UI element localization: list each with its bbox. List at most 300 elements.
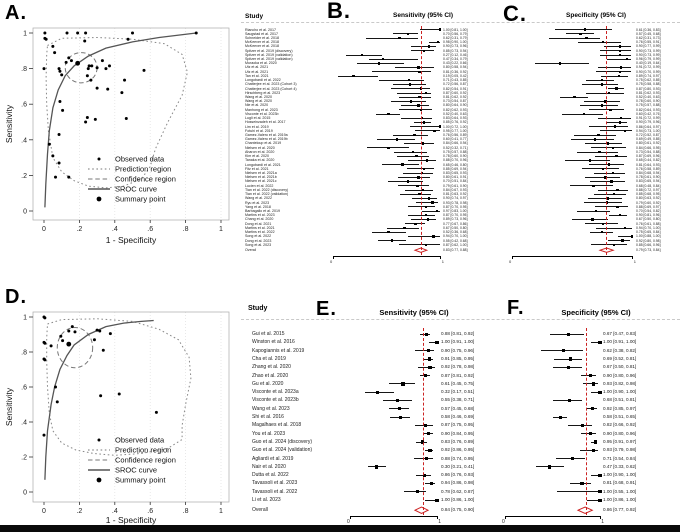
ci-value: 0.90 [0.74, 0.97] xyxy=(443,196,468,201)
ci-value: 0.67 [0.50, 0.80] xyxy=(636,217,661,222)
ci-value: 0.90 [0.81, 0.96] xyxy=(636,213,661,218)
panel-label-b: B. xyxy=(327,0,351,23)
svg-text:Confidence region: Confidence region xyxy=(115,174,176,184)
estimate-marker xyxy=(399,416,402,419)
svg-text:Summary point: Summary point xyxy=(115,194,166,204)
forest-study-name: Guo et al. 2024 (discovery) xyxy=(252,438,313,445)
estimate-marker xyxy=(598,391,601,394)
estimate-marker xyxy=(592,382,595,385)
ci-value: 0.90 [0.75, 0.96] xyxy=(441,347,475,353)
ci-value: 0.83 [0.65, 0.93] xyxy=(443,170,468,175)
forest-study-name: Dutta et al. 2022 xyxy=(252,472,289,479)
ci-value: 0.52 [0.36, 0.68] xyxy=(443,230,468,235)
svg-text:Prediction region: Prediction region xyxy=(115,164,172,174)
forest-study-name: Chanteloup et al. 2019 xyxy=(245,141,282,146)
ci-value: 0.95 [0.77, 1.00] xyxy=(443,128,468,133)
forest-study-name: Lucien et al. 2022 xyxy=(245,183,274,188)
estimate-marker xyxy=(430,482,433,485)
ci-value: 0.40 [0.19, 0.64] xyxy=(636,61,661,66)
svg-text:.6: .6 xyxy=(21,384,27,392)
forest-study-name: Martins et al. 2021 xyxy=(245,225,275,230)
ci-value: 0.87 [0.81, 0.92] xyxy=(441,372,475,378)
forest-study-name: Zhao et al. 2020 xyxy=(252,372,289,379)
ci-value: 0.86 [0.76, 0.93] xyxy=(441,472,475,478)
ci-value: 0.68 [0.51, 0.81] xyxy=(603,397,637,403)
estimate-marker xyxy=(375,465,378,468)
svg-text:.8: .8 xyxy=(21,66,27,74)
forest-study-name: McKeever et al. 2018 xyxy=(245,40,279,45)
ci-value: 0.87 [0.80, 0.93] xyxy=(636,86,661,91)
ci-value: 0.80 [0.61, 0.92] xyxy=(636,141,661,146)
ci-value: 0.83 [0.65, 0.94] xyxy=(636,179,661,184)
svg-text:.8: .8 xyxy=(182,226,189,233)
forest-axis-tick-label: 1 xyxy=(441,259,444,264)
ci-value: 0.65 [0.44, 0.82] xyxy=(636,158,661,163)
ci-value: 0.57 [0.45, 0.68] xyxy=(441,405,475,411)
forest-study-name: Longobardi et al. 2022 xyxy=(245,78,281,83)
ci-value: 1.00 [0.81, 1.00] xyxy=(443,27,468,32)
ci-value: 0.81 [0.64, 0.93] xyxy=(636,162,661,167)
ci-value: 0.73 [0.54, 0.87] xyxy=(443,99,468,104)
ci-value: 0.75 [0.57, 0.88] xyxy=(636,103,661,108)
ci-value: 0.94 [0.86, 0.98] xyxy=(441,480,475,486)
ci-value: 0.70 [0.56, 0.79] xyxy=(443,31,468,36)
ci-value: 0.94 [0.70, 1.00] xyxy=(443,234,468,239)
ci-value: 0.97 [0.83, 1.00] xyxy=(443,208,468,213)
forest-study-name: Tavassoli et al. 2023 xyxy=(252,480,298,487)
ci-value: 0.62 [0.38, 0.82] xyxy=(603,347,637,353)
forest-study-name: Dong et al. 2023 xyxy=(245,238,272,243)
ci-value: 0.62 [0.31, 0.79] xyxy=(443,35,468,40)
ci-value: 0.90 [0.73, 0.99] xyxy=(636,52,661,57)
ci-value: 0.69 [0.52, 0.81] xyxy=(603,355,637,361)
ci-value: 1.00 [0.88, 1.00] xyxy=(636,234,661,239)
ci-value: 0.61 [0.45, 0.75] xyxy=(441,380,475,386)
forest-study-name: Nair et al. 2020 xyxy=(252,463,286,470)
ci-value: 0.86 [0.77, 0.92] xyxy=(603,507,637,513)
forest-study-name: Song et al. 2023 xyxy=(245,242,272,247)
ci-value: 1.00 [0.72, 1.00] xyxy=(443,124,468,129)
estimate-marker xyxy=(425,333,428,336)
ci-value: 0.30 [0.21, 0.41] xyxy=(441,463,475,469)
estimate-marker xyxy=(396,399,399,402)
ci-value: 0.58 [0.46, 0.69] xyxy=(441,414,475,419)
ci-value: 0.87 [0.60, 0.92] xyxy=(443,90,468,95)
forest-study-name: Kim et al. 2020 xyxy=(245,154,269,159)
svg-text:.6: .6 xyxy=(147,226,154,233)
ci-value: 0.82 [0.62, 0.93] xyxy=(443,107,468,112)
ci-value: 1.00 [0.90, 1.00] xyxy=(603,389,637,395)
ci-value: 0.87 [0.70, 0.95] xyxy=(443,213,468,218)
ci-value: 0.84 [0.67, 0.93] xyxy=(443,187,468,192)
ci-value: 0.67 [0.50, 0.81] xyxy=(603,364,637,370)
sensitivity-header-bottom: Sensitivity (95% CI) xyxy=(379,308,449,317)
ci-value: 0.90 [0.80, 0.96] xyxy=(603,372,637,378)
ci-value: 0.81 [0.68, 0.91] xyxy=(603,480,637,486)
ci-value: 0.94 [0.73, 1.00] xyxy=(636,128,661,133)
y-axis-label: Sensitivity xyxy=(4,387,14,427)
ci-value: 0.93 [0.82, 0.98] xyxy=(603,380,637,386)
ci-value: 0.87 [0.69, 0.96] xyxy=(636,154,661,159)
ci-value: 0.77 [0.67, 0.86] xyxy=(443,221,468,226)
ci-value: 0.68 [0.48, 0.84] xyxy=(636,183,661,188)
estimate-marker xyxy=(562,349,565,352)
forest-study-name: Hirschberg et al. 2023 xyxy=(245,90,281,95)
svg-text:.6: .6 xyxy=(21,101,27,109)
forest-study-name: Visconte et al. 2023b xyxy=(245,111,279,116)
ci-value: 0.88 [0.70, 0.96] xyxy=(443,158,468,163)
estimate-marker xyxy=(559,416,562,419)
forest-study-name: Aharon et al. 2020 xyxy=(245,149,275,154)
forest-study-name: Fitz et al. 2021 xyxy=(245,166,269,171)
ci-value: 0.65 [0.46, 0.80] xyxy=(443,162,468,167)
estimate-marker xyxy=(428,366,431,369)
estimate-marker xyxy=(424,424,427,427)
ci-value: 0.84 [0.68, 0.94] xyxy=(636,170,661,175)
forest-overall-label: Overall xyxy=(252,507,268,514)
forest-study-name: Gu et al. 2020 xyxy=(252,380,284,387)
forest-study-name: Dong et al. 2021 xyxy=(245,221,272,226)
ci-value: 0.90 [0.73, 0.99] xyxy=(636,48,661,53)
ci-value: 0.90 [0.80, 0.96] xyxy=(603,430,637,436)
ci-value: 0.90 [0.77, 0.99] xyxy=(636,44,661,49)
svg-text:.4: .4 xyxy=(111,508,118,515)
forest-study-name: Zhang et al. 2020 xyxy=(252,364,291,371)
forest-overall-label: Overall xyxy=(245,248,257,253)
ci-value: 0.80 [0.64, 0.90] xyxy=(443,103,468,108)
ci-value: 0.85 [0.69, 0.94] xyxy=(443,166,468,171)
forest-study-name: Wang et al. 2022 xyxy=(245,196,273,201)
forest-axis-tick-label: 0 xyxy=(509,259,512,264)
forest-study-name: Song et al. 2022 xyxy=(245,234,272,239)
sensitivity-header-top: Sensitivity (95% CI) xyxy=(393,12,453,19)
panel-label-c: C. xyxy=(503,1,527,26)
ci-value: 0.75 [0.65, 0.84] xyxy=(636,230,661,235)
ci-value: 0.90 [0.84, 0.95] xyxy=(441,430,475,436)
svg-text:SROC curve: SROC curve xyxy=(115,184,158,194)
ci-line xyxy=(365,392,395,393)
forest-study-name: Tavassoli et al. 2022 xyxy=(252,488,298,495)
ci-value: 0.57 [0.45, 0.68] xyxy=(636,31,661,36)
ci-value: 0.62 [0.31, 0.73] xyxy=(636,35,661,40)
forest-study-name: Tian et al. 2022 (validation) xyxy=(245,192,289,197)
ci-value: 0.85 [0.76, 0.92] xyxy=(443,120,468,125)
ci-value: 0.93 [0.78, 0.98] xyxy=(443,200,468,205)
forest-axis-tick-label: 0 xyxy=(347,519,350,525)
x-axis-label: 1 - Specificity xyxy=(105,235,157,245)
forest-study-name: Lugli et al. 2015 xyxy=(245,116,271,121)
estimate-marker xyxy=(589,374,592,377)
estimate-marker xyxy=(598,474,601,477)
forest-study-name: Yang et al. 2018 xyxy=(245,204,271,209)
ci-line xyxy=(557,491,600,492)
ci-value: 0.87 [0.70, 0.95] xyxy=(443,204,468,209)
ci-value: 0.70 [0.54, 0.82] xyxy=(636,208,661,213)
forest-study-name: Nielsen et al. 2021c xyxy=(245,179,277,184)
forest-study-name: Spitzer et al. 2019 (validation) xyxy=(245,57,293,62)
forest-study-name: Martins et al. 2022 xyxy=(245,230,275,235)
svg-text:.8: .8 xyxy=(182,508,189,515)
forest-study-name: Magalhaes et al. 2018 xyxy=(252,422,302,429)
ci-value: 0.52 [0.40, 0.63] xyxy=(636,95,661,100)
forest-study-name: Li et al. 2023 xyxy=(252,497,281,503)
estimate-marker xyxy=(401,382,404,385)
ci-value: 1.00 [0.86, 1.00] xyxy=(441,497,475,502)
svg-text:Summary point: Summary point xyxy=(115,475,166,485)
ci-value: 0.73 [0.54, 0.88] xyxy=(636,149,661,154)
forest-study-name: Hosseinzadeh et al. 2017 xyxy=(245,120,286,125)
estimate-marker xyxy=(567,333,570,336)
ci-value: 0.85 [0.73, 0.94] xyxy=(443,48,468,53)
forest-study-name: Longobardi et al. 2021 xyxy=(245,162,281,167)
ci-value: 0.78 [0.60, 0.90] xyxy=(636,99,661,104)
ci-value: 0.93 [0.79, 0.98] xyxy=(603,447,637,453)
specificity-header-top: Specificity (95% CI) xyxy=(566,12,626,19)
y-axis-label: Sensitivity xyxy=(4,104,14,144)
svg-text:0: 0 xyxy=(42,508,46,515)
ci-value: 0.87 [0.62, 1.00] xyxy=(443,242,468,247)
ci-value: 0.69 [0.49, 0.85] xyxy=(636,137,661,142)
ci-value: 0.94 [0.70, 1.00] xyxy=(636,225,661,230)
estimate-marker xyxy=(589,432,592,435)
ci-value: 0.96 [0.79, 0.99] xyxy=(636,57,661,62)
svg-text:.4: .4 xyxy=(111,226,118,233)
forest-study-name: Utz et al. 2021 xyxy=(245,69,269,74)
estimate-marker xyxy=(376,391,379,394)
ci-value: 0.61 [0.36, 0.83] xyxy=(636,27,661,32)
ci-value: 0.79 [0.73, 0.84] xyxy=(636,248,661,253)
forest-axis-tick-label: 0 xyxy=(502,519,505,525)
ci-value: 0.71 [0.43, 0.85] xyxy=(443,78,468,83)
forest-study-name: Agliardi et al. 2019 xyxy=(252,455,294,462)
estimate-marker xyxy=(568,399,571,402)
ci-value: 1.00 [0.91, 1.00] xyxy=(441,339,475,345)
forest-study-name: Spitzer et al. 2019 (validation) xyxy=(245,52,293,57)
ci-value: 0.92 [0.86, 0.95] xyxy=(441,447,475,453)
svg-text:.2: .2 xyxy=(76,226,83,233)
ci-value: 0.58 [0.51, 0.65] xyxy=(603,414,637,419)
ci-value: 0.84 [0.75, 0.90] xyxy=(441,507,475,513)
svg-text:.6: .6 xyxy=(147,508,154,515)
panel-label-f: F. xyxy=(507,297,525,319)
forest-study-name: Tanaka et al. 2020 xyxy=(245,158,275,163)
forest-study-name: Tan et al. 2021 xyxy=(245,73,269,78)
forest-study-name: Winston et al. 2016 xyxy=(252,339,295,346)
specificity-header-bottom: Specificity (95% CI) xyxy=(561,308,631,317)
svg-text:.4: .4 xyxy=(21,137,27,145)
svg-text:1: 1 xyxy=(23,30,27,38)
ci-value: 0.52 [0.40, 0.63] xyxy=(443,111,468,116)
estimate-marker xyxy=(435,499,438,502)
ci-value: 0.19 [0.05, 0.42] xyxy=(443,73,468,78)
ci-value: 0.88 [0.69, 0.97] xyxy=(636,204,661,209)
ci-value: 0.60 [0.41, 0.77] xyxy=(443,137,468,142)
x-axis-label: 1 - Specificity xyxy=(105,515,157,525)
estimate-marker xyxy=(435,341,438,344)
ci-value: 0.32 [0.17, 0.51] xyxy=(441,389,475,395)
panel-label-e: E. xyxy=(316,298,337,320)
ci-value: 0.47 [0.34, 0.79] xyxy=(443,57,468,62)
ci-value: 0.75 [0.62, 0.85] xyxy=(636,78,661,83)
ci-value: 0.92 [0.80, 0.98] xyxy=(636,238,661,243)
study-column-header-bottom: Study xyxy=(248,305,268,312)
forest-study-name: Barbagallo et al. 2019 xyxy=(245,208,280,213)
ci-value: 1.00 [0.55, 1.00] xyxy=(603,488,637,494)
estimate-marker xyxy=(427,349,430,352)
estimate-marker xyxy=(581,424,584,427)
ci-value: 0.67 [0.50, 0.80] xyxy=(443,225,468,230)
ci-value: 1.00 [0.91, 1.00] xyxy=(603,339,637,345)
ci-value: 0.79 [0.60, 0.92] xyxy=(636,200,661,205)
svg-text:SROC curve: SROC curve xyxy=(115,465,158,475)
forest-study-name: Guo et al. 2024 (validation) xyxy=(252,447,313,454)
ci-value: 0.72 [0.52, 0.87] xyxy=(636,133,661,137)
study-column-header-top: Study xyxy=(245,13,264,20)
svg-text:1: 1 xyxy=(219,508,223,515)
estimate-marker xyxy=(580,482,583,485)
forest-study-name: Nielsen et al. 2021a xyxy=(245,170,277,175)
ci-value: 0.67 [0.47, 0.83] xyxy=(603,331,637,336)
ci-value: 0.47 [0.33, 0.62] xyxy=(603,463,637,469)
ci-value: 0.78 [0.61, 0.90] xyxy=(636,175,661,180)
ci-value: 0.70 [0.51, 0.84] xyxy=(443,179,468,184)
svg-text:.2: .2 xyxy=(21,172,27,180)
ci-value: 0.92 [0.78, 0.98] xyxy=(441,364,475,370)
ci-value: 0.80 [0.58, 0.94] xyxy=(443,65,468,70)
bottom-border-bar xyxy=(0,525,680,532)
ci-line xyxy=(415,350,433,351)
ci-value: 1.00 [0.90, 1.00] xyxy=(603,472,637,478)
forest-study-name: Nielsen et al. 2021b xyxy=(245,175,277,180)
forest-study-name: McKeever et al. 2018 xyxy=(245,44,279,49)
ci-value: 0.84 [0.66, 0.94] xyxy=(443,141,468,146)
svg-text:0: 0 xyxy=(42,226,46,233)
svg-text:Confidence region: Confidence region xyxy=(115,455,176,465)
svg-text:.4: .4 xyxy=(21,419,27,427)
estimate-marker xyxy=(598,490,601,493)
forest-study-name: Schneider et al. 2018 xyxy=(245,35,279,40)
ci-value: 0.71 [0.54, 0.84] xyxy=(603,455,637,461)
forest-study-name: Lim et al. 2019 xyxy=(245,124,269,129)
ci-value: 0.95 [0.91, 0.97] xyxy=(603,438,637,444)
ci-value: 0.91 [0.85, 0.95] xyxy=(441,355,475,361)
ci-value: 0.90 [0.70, 0.99] xyxy=(636,69,661,74)
svg-text:1: 1 xyxy=(23,314,27,322)
estimate-marker xyxy=(548,465,551,468)
forest-study-name: Wang et al. 2020 xyxy=(245,99,273,104)
panel-label-a: A. xyxy=(5,2,27,24)
forest-study-name: Chang et al. 2020 xyxy=(245,217,274,222)
estimate-marker xyxy=(424,374,427,377)
ci-value: 0.79 [0.61, 0.90] xyxy=(443,183,468,188)
forest-study-name: Spitzer et al. 2019 (discovery) xyxy=(245,48,293,53)
ci-value: 0.80 [0.61, 0.91] xyxy=(443,175,468,180)
forest-axis-tick-label: 1 xyxy=(601,519,604,525)
ci-value: 0.60 [0.42, 0.76] xyxy=(636,111,661,116)
ci-value: 0.55 [0.38, 0.71] xyxy=(441,397,475,403)
ci-value: 0.43 [0.22, 0.66] xyxy=(443,61,468,66)
ci-value: 0.86 [0.64, 0.97] xyxy=(636,124,661,129)
ci-value: 0.83 [0.76, 0.89] xyxy=(441,438,475,444)
forest-axis-tick-label: 0 xyxy=(330,259,333,264)
estimate-marker xyxy=(416,490,419,493)
ci-value: 0.82 [0.66, 0.92] xyxy=(603,422,637,428)
svg-text:0: 0 xyxy=(23,489,27,497)
ci-value: 0.85 [0.68, 0.95] xyxy=(636,192,661,197)
forest-study-name: Gamez-Valero et al. 2019b xyxy=(245,137,288,142)
ci-value: 0.78 [0.60, 0.90] xyxy=(443,154,468,159)
svg-text:Prediction region: Prediction region xyxy=(115,445,172,455)
summary-reference-line xyxy=(423,328,424,515)
estimate-marker xyxy=(598,499,601,502)
forest-study-name: Gamez-Valero et al. 2019a xyxy=(245,133,288,137)
estimate-marker xyxy=(567,366,570,369)
ci-value: 0.90 [0.73, 0.96] xyxy=(443,44,468,49)
estimate-marker xyxy=(428,449,431,452)
ci-value: 0.90 [0.79, 0.96] xyxy=(636,120,661,125)
ci-value: 0.91 [0.72, 0.99] xyxy=(636,65,661,70)
ci-value: 0.75 [0.57, 0.88] xyxy=(443,149,468,154)
estimate-marker xyxy=(571,457,574,460)
forest-study-name: You et al. 2023 xyxy=(252,430,286,437)
svg-text:0: 0 xyxy=(23,208,27,216)
estimate-marker xyxy=(592,449,595,452)
ci-value: 0.72 [0.56, 0.87] xyxy=(443,82,468,87)
forest-study-name: Martins et al. 2023 xyxy=(245,213,275,218)
estimate-marker xyxy=(423,474,426,477)
forest-study-name: Manhong et al. 2023 xyxy=(245,107,278,112)
forest-axis-tick-label: 1 xyxy=(633,259,636,264)
estimate-marker xyxy=(594,440,597,443)
ci-value: 0.76 [0.55, 0.91] xyxy=(636,40,661,45)
forest-study-name: Chatterjee et al. 2023 (Cohort 3) xyxy=(245,82,297,87)
ci-value: 0.76 [0.56, 0.89] xyxy=(443,133,468,137)
forest-study-name: Utz et al. 2021 xyxy=(245,65,269,70)
forest-study-name: Chatterjee et al. 2023 (Cohort 4) xyxy=(245,86,297,91)
svg-text:.8: .8 xyxy=(21,349,27,357)
ci-value: 0.81 [0.62, 0.92] xyxy=(443,95,468,100)
ci-value: 0.89 [0.73, 0.96] xyxy=(443,217,468,222)
forest-axis-line xyxy=(350,516,437,517)
forest-study-name: Visconte et al. 2023a xyxy=(252,389,299,396)
forest-study-name: Tian et al. 2022 (discovery) xyxy=(245,187,289,192)
forest-study-name: Muraoka et al. 2020 xyxy=(245,61,277,66)
ci-value: 0.27 [0.12, 0.46] xyxy=(443,52,468,57)
ci-line xyxy=(580,450,598,451)
panel-label-d: D. xyxy=(5,286,27,308)
forest-study-name: Gui et al. 2015 xyxy=(252,331,285,337)
ci-line xyxy=(418,367,435,368)
svg-text:Observed data: Observed data xyxy=(115,435,165,445)
ci-value: 0.81 [0.62, 0.93] xyxy=(636,90,661,95)
ci-value: 0.80 [0.63, 0.92] xyxy=(636,196,661,201)
ci-value: 0.78 [0.62, 0.87] xyxy=(441,488,475,494)
ci-value: 0.98 [0.90, 1.00] xyxy=(443,40,468,45)
ci-value: 0.76 [0.61, 0.88] xyxy=(636,221,661,226)
ci-value: 0.82 [0.64, 0.93] xyxy=(636,107,661,112)
ci-value: 0.88 [0.72, 0.97] xyxy=(636,187,661,192)
ci-value: 0.75 [0.58, 0.88] xyxy=(636,82,661,87)
forest-study-name: Riancho et al. 2017 xyxy=(245,27,276,32)
ci-value: 0.82 [0.54, 0.91] xyxy=(443,86,468,91)
ci-line xyxy=(583,383,598,384)
estimate-marker xyxy=(425,457,428,460)
estimate-marker xyxy=(428,357,431,360)
ci-value: 0.83 [0.77, 0.88] xyxy=(443,248,468,253)
summary-reference-line xyxy=(586,328,587,515)
ci-value: 0.91 [0.72, 0.99] xyxy=(636,116,661,121)
estimate-marker xyxy=(591,407,594,410)
